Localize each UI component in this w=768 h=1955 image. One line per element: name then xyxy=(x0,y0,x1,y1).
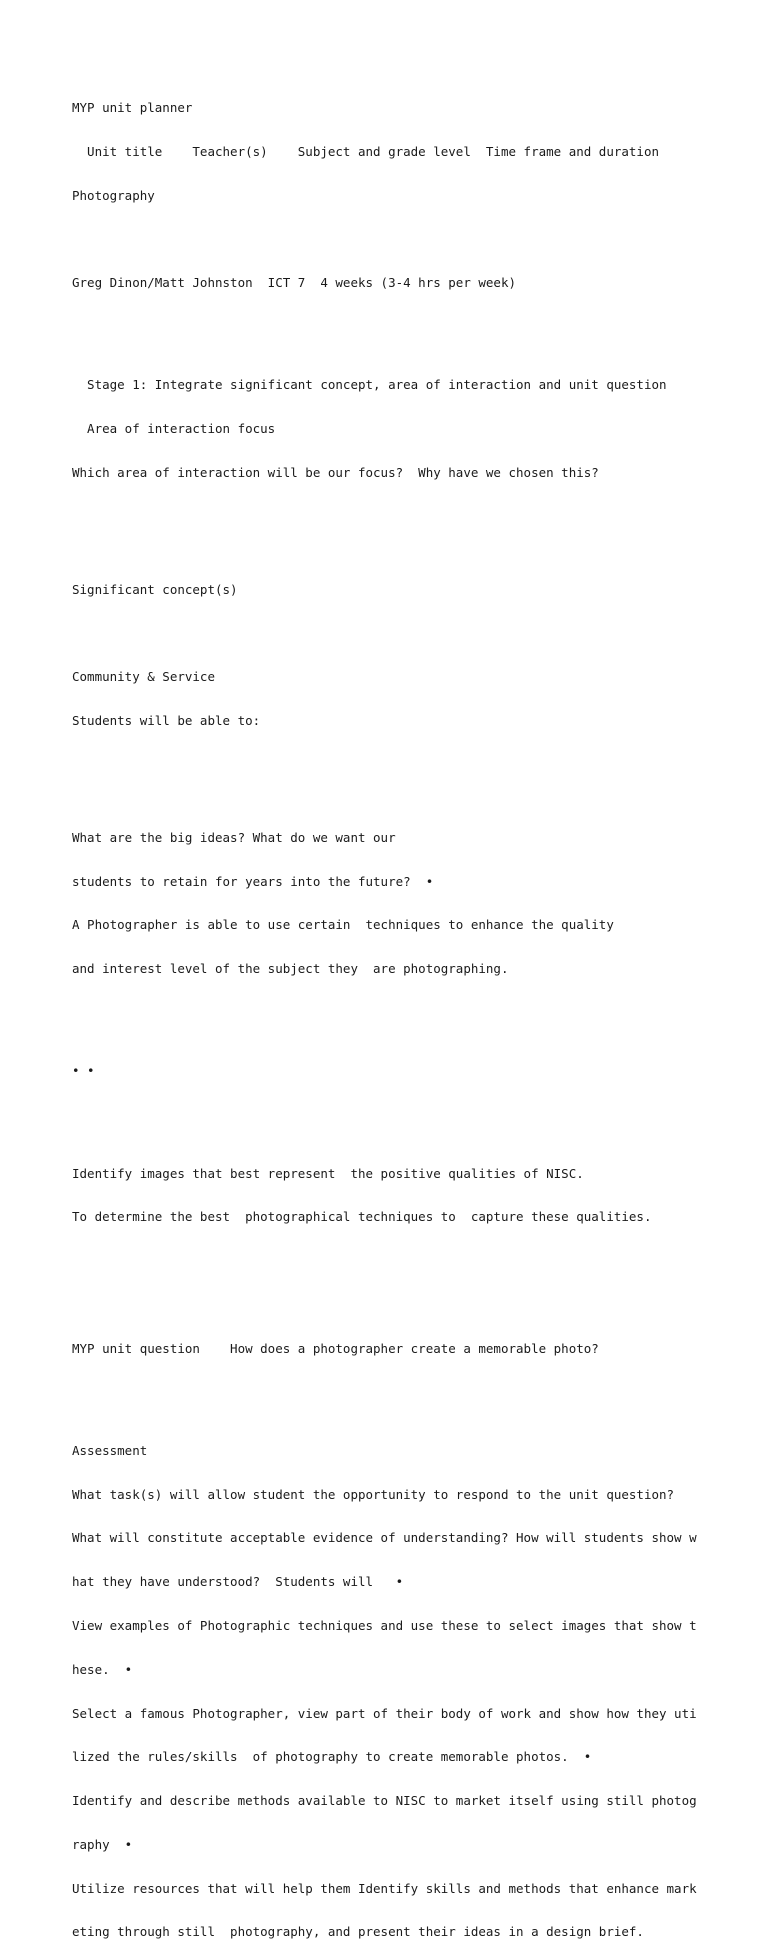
assessment-line: Utilize resources that will help them Identify skills and methods that enhance mark xyxy=(72,1880,697,1896)
unit-title: Photography xyxy=(72,187,155,203)
assessment-line: Select a famous Photographer, view part of their body of work and show how they uti xyxy=(72,1705,697,1721)
column-headings: Unit title Teacher(s) Subject and grade level Time frame and duration xyxy=(72,143,659,159)
students-able-to: Students will be able to: xyxy=(72,713,261,729)
bullets-line: • • xyxy=(72,1063,95,1079)
spacer xyxy=(72,1006,712,1021)
aoi-question: Which area of interaction will be our focus? Why have we chosen this? xyxy=(72,465,599,481)
assessment-line: What task(s) will allow student the opportunity to respond to the unit question? xyxy=(72,1486,675,1502)
spacer xyxy=(72,320,712,335)
stage1-heading: Stage 1: Integrate significant concept, area of interaction and unit question xyxy=(72,377,667,393)
assessment-line: eting through still photography, and present their ideas in a design brief. xyxy=(72,1924,644,1940)
spacer xyxy=(72,510,712,539)
objective-line: To determine the best photographical techniques to capture these qualities. xyxy=(72,1209,652,1225)
big-ideas-line: and interest level of the subject they are photographing. xyxy=(72,961,509,977)
spacer xyxy=(72,627,712,642)
big-ideas-line: students to retain for years into the future? • xyxy=(72,873,434,889)
significant-concept-heading: Significant concept(s) xyxy=(72,581,238,597)
objective-line: Identify images that best represent the positive qualities of NISC. xyxy=(72,1165,584,1181)
spacer xyxy=(72,1254,712,1298)
big-ideas-line: What are the big ideas? What do we want our xyxy=(72,829,396,845)
assessment-line: hese. • xyxy=(72,1661,133,1677)
planner-title: MYP unit planner xyxy=(72,100,193,116)
assessment-line: Identify and describe methods available to NISC to market itself using still photog xyxy=(72,1793,697,1809)
assessment-heading: Assessment xyxy=(72,1442,148,1458)
assessment-line: What will constitute acceptable evidence of understanding? How will students show w xyxy=(72,1530,697,1546)
assessment-line: raphy • xyxy=(72,1836,133,1852)
document-page xyxy=(72,72,712,1955)
assessment-line: View examples of Photographic techniques and use these to select images that show t xyxy=(72,1617,697,1633)
assessment-line: hat they have understood? Students will • xyxy=(72,1574,404,1590)
spacer xyxy=(72,1385,712,1400)
big-ideas-line: A Photographer is able to use certain techniques to enhance the quality xyxy=(72,917,614,933)
unit-question: MYP unit question How does a photographer create a memorable photo? xyxy=(72,1340,599,1356)
spacer xyxy=(72,758,712,787)
aoi-value: Community & Service xyxy=(72,669,215,685)
spacer xyxy=(72,233,712,248)
teacher-subject-time: Greg Dinon/Matt Johnston ICT 7 4 weeks (3-4 hrs per week) xyxy=(72,275,517,291)
spacer xyxy=(72,1108,712,1123)
assessment-line: lized the rules/skills of photography to create memorable photos. • xyxy=(72,1749,592,1765)
aoi-heading: Area of interaction focus xyxy=(72,421,276,437)
